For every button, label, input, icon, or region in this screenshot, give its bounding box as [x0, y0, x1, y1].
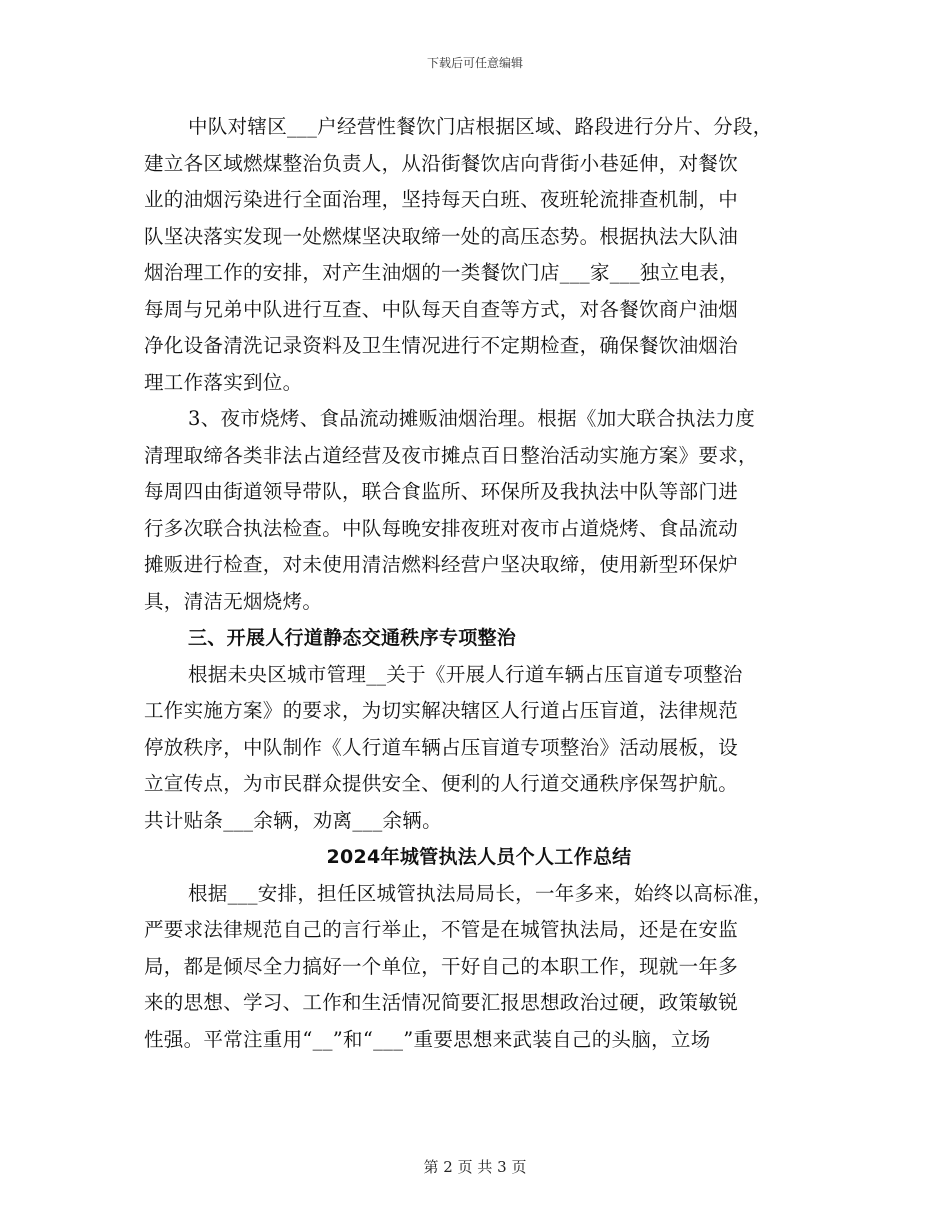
paragraph-line: 来的思想、学习、工作和生活情况简要汇报思想政治过硬，政策敏锐	[144, 991, 739, 1014]
paragraph-line: 3、夜市烧烤、食品流动摊贩油烟治理。根据《加大联合执法力度	[188, 407, 756, 430]
paragraph-line: 建立各区域燃煤整治负责人，从沿街餐饮店向背街小巷延伸，对餐饮	[144, 151, 739, 175]
paragraph-line: 性强。平常注重用“__”和“___”重要思想来武装自己的头脑，立场	[144, 1027, 711, 1051]
page-header: 下载后可任意编辑	[426, 56, 523, 70]
paragraph-line: 严要求法律规范自己的言行举止，不管是在城管执法局，还是在安监	[144, 918, 739, 941]
paragraph-line: 工作实施方案》的要求，为切实解决辖区人行道占压盲道，法律规范	[144, 699, 739, 722]
paragraph-line: 烟治理工作的安排，对产生油烟的一类餐饮门店___家___独立电表，	[144, 261, 739, 284]
paragraph-line: 停放秩序，中队制作《人行道车辆占压盲道专项整治》活动展板，设	[144, 735, 739, 759]
paragraph-line: 每周四由街道领导带队，联合食监所、环保所及我执法中队等部门进	[144, 480, 739, 503]
page-footer: 第 2 页 共 3 页	[423, 1158, 527, 1176]
document-body	[144, 109, 814, 1058]
paragraph-line: 具，清洁无烟烧烤。	[144, 589, 323, 613]
paragraph-line: 每周与兄弟中队进行互查、中队每天自查等方式，对各餐饮商户油烟	[144, 297, 739, 321]
document-title: 2024年城管执法人员个人工作总结	[326, 846, 632, 868]
paragraph-line: 净化设备清洗记录资料及卫生情况进行不定期检查，确保餐饮油烟治	[144, 334, 739, 357]
paragraph-line: 局，都是倾尽全力搞好一个单位，干好自己的本职工作，现就一年多	[144, 954, 739, 978]
paragraph-line: 根据___安排，担任区城管执法局局长，一年多来，始终以高标准，	[188, 881, 773, 905]
paragraph-line: 摊贩进行检查，对未使用清洁燃料经营户坚决取缔，使用新型环保炉	[144, 553, 739, 576]
paragraph-line: 中队对辖区___户经营性餐饮门店根据区域、路段进行分片、分段，	[188, 115, 773, 138]
paragraph-line: 行多次联合执法检查。中队每晚安排夜班对夜市占道烧烤、食品流动	[144, 516, 739, 540]
paragraph-line: 清理取缔各类非法占道经营及夜市摊点百日整治活动实施方案》要求，	[144, 443, 758, 467]
paragraph-line: 共计贴条___余辆，劝离___余辆。	[144, 808, 442, 832]
section-heading: 三、开展人行道静态交通秩序专项整治	[188, 627, 517, 649]
paragraph-line: 理工作落实到位。	[144, 370, 303, 394]
paragraph-line: 根据未央区城市管理__关于《开展人行道车辆占压盲道专项整治	[188, 662, 743, 686]
paragraph-line: 业的油烟污染进行全面治理，坚持每天白班、夜班轮流排查机制，中	[144, 188, 739, 211]
paragraph-line: 队坚决落实发现一处燃煤坚决取缔一处的高压态势。根据执法大队油	[144, 224, 739, 248]
paragraph-line: 立宣传点，为市民群众提供安全、便利的人行道交通秩序保驾护航。	[144, 772, 739, 795]
